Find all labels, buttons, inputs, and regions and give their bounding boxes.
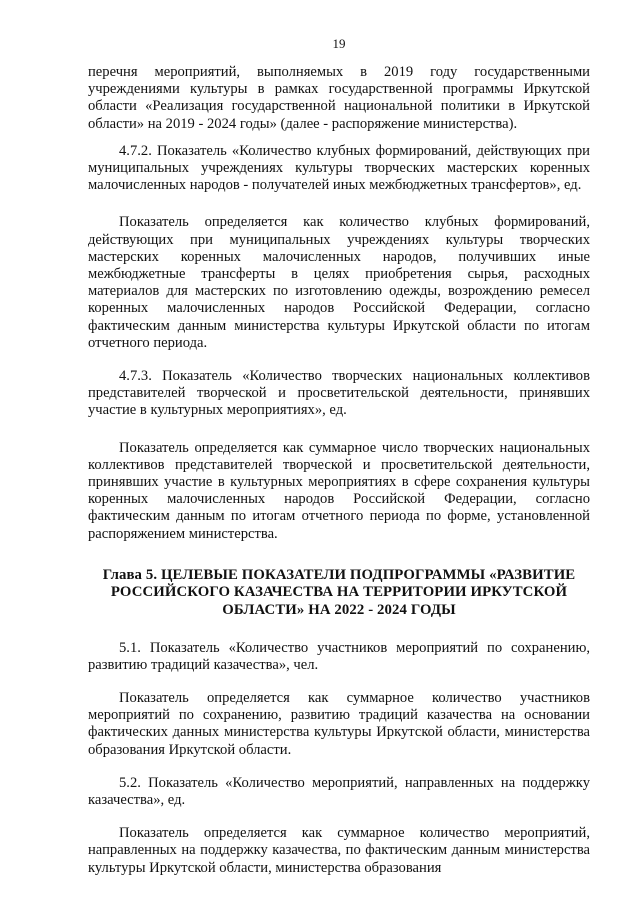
paragraph-indicator-4-7-2-definition: Показатель определяется как количество клубных формирований, действующих при муниципальных учреждениях культуры творческих мастерских коренных малочисленных народов, получивших иные межбюджетные трансферты в целях приобретения сырья, расходных материалов для мастерских по изготовлению одежды, возрождению ремесел коренных малочисленных народов Российской Федерации, согласно фактическим данным министерства культуры Иркутской области по итогам отчетного периода.: [88, 214, 590, 351]
paragraph-indicator-4-7-2: 4.7.2. Показатель «Количество клубных формирований, действующих при муниципальных учреждениях культуры творческих мастерских коренных малочисленных народов - получателей иных межбюджетных трансфертов», ед.: [88, 142, 590, 194]
chapter-heading: [88, 567, 590, 620]
paragraph-indicator-5-2: 5.2. Показатель «Количество мероприятий, направленных на поддержку казачества», ед.: [88, 774, 590, 809]
chapter-heading-line-1: Глава 5. ЦЕЛЕВЫЕ ПОКАЗАТЕЛИ ПОДПРОГРАММЫ «РАЗВИТИЕ: [102, 566, 576, 583]
paragraph-indicator-5-1-definition: Показатель определяется как суммарное количество участников мероприятий по сохранению, развитию традиций казачества на основании фактических данных министерства культуры Иркутской области, министерства образования Иркутской области.: [88, 690, 590, 758]
paragraph-distribution-order: перечня мероприятий, выполняемых в 2019 году государственными учреждениями культуры в рамках государственной программы Иркутской области «Реализация государственной национальной политики в Иркутской области» на 2019 - 2024 годы» (далее - распоряжение министерства).: [88, 64, 590, 132]
document-page: [88, 36, 590, 877]
chapter-heading-line-3: ОБЛАСТИ» НА 2022 - 2024 ГОДЫ: [222, 602, 456, 619]
paragraph-indicator-5-2-definition: Показатель определяется как суммарное количество мероприятий, направленных на поддержку казачества, по фактическим данным министерства культуры Иркутской области, министерства образования: [88, 825, 590, 876]
paragraph-indicator-4-7-3: 4.7.3. Показатель «Количество творческих национальных коллективов представителей творческой и просветительской деятельности, принявших участие в культурных мероприятиях», ед.: [88, 368, 590, 419]
paragraph-indicator-5-1: 5.1. Показатель «Количество участников мероприятий по сохранению, развитию традиций казачества», чел.: [88, 639, 590, 673]
chapter-heading-line-2: РОССИЙСКОГО КАЗАЧЕСТВА НА ТЕРРИТОРИИ ИРКУТСКОЙ: [110, 584, 568, 601]
page-number: 19: [332, 36, 346, 51]
paragraph-indicator-4-7-3-definition: Показатель определяется как суммарное число творческих национальных коллективов представителей творческой и просветительской деятельности, принявших участие в культурных мероприятиях в сфере сохранения культуры коренных малочисленных народов Российской Федерации, согласно фактическим данным по итогам отчетного периода по форме, установленной распоряжением министерства.: [88, 439, 590, 542]
